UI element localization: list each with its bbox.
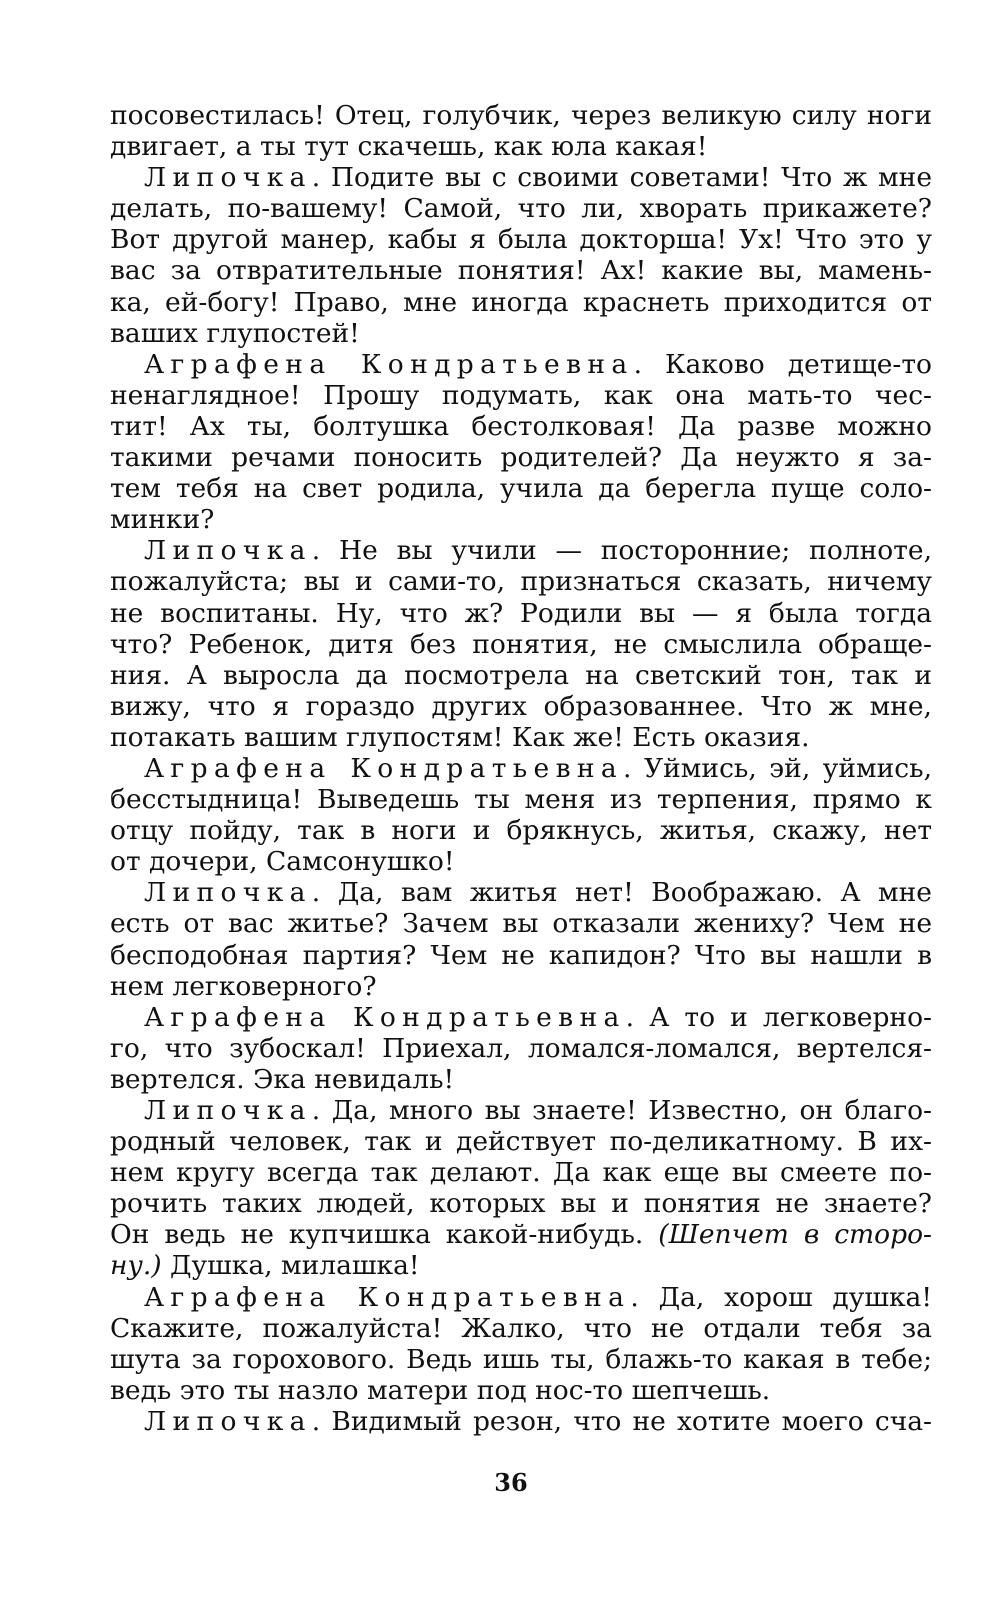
text-line xyxy=(110,1375,932,1406)
line-text: шута за горохового. Ведь ишь ты, блажь-то какая в тебе; xyxy=(110,1343,932,1375)
line-text: тит! Ах ты, болтушка бестолковая! Да разве можно xyxy=(110,410,932,442)
line-text: вас за отвратительные понятия! Ах! какие вы, мамень- xyxy=(110,255,932,287)
line-text: го, что зубоскал! Приехал, ломался-ломался, вертелся- xyxy=(110,1032,932,1064)
text-line xyxy=(110,442,932,473)
line-text: . Да, много вы знаете! Известно, он благо- xyxy=(311,1095,932,1126)
speech-line-start xyxy=(110,1282,932,1313)
text-line xyxy=(110,1250,932,1281)
speaker-name: Аграфена Кондратьевна xyxy=(144,1281,631,1313)
line-text: бесподобная партия? Чем не капидон? Что вы нашли в xyxy=(110,939,932,971)
line-text: вижу, что я гораздо других образованнее. Что ж мне, xyxy=(110,690,932,722)
line-text: двигает, а ты тут скачешь, как юла какая! xyxy=(110,131,708,163)
speaker-name: Липочка xyxy=(144,877,312,909)
text-line xyxy=(110,846,932,877)
line-text: . Каково детище-то xyxy=(633,348,932,380)
text-line xyxy=(110,971,932,1002)
line-text: минки? xyxy=(110,504,215,536)
line-text: вертелся. Эка невидаль! xyxy=(110,1063,455,1095)
line-text: . Подите вы с своими советами! Что ж мне xyxy=(311,162,932,194)
speech-line-start xyxy=(110,877,932,908)
line-text: ния. А выросла да посмотрела на светский тон, так и xyxy=(110,659,932,691)
text-line xyxy=(110,1188,932,1219)
text-line xyxy=(110,908,932,939)
speech-line-start xyxy=(110,1002,932,1033)
line-text: Душка, милашка! xyxy=(161,1250,420,1282)
line-text: . Уймись, эй, уймись, xyxy=(623,752,932,784)
line-text: от дочери, Самсонушко! xyxy=(110,846,455,878)
text-line xyxy=(110,131,932,162)
text-line xyxy=(110,629,932,660)
text-line xyxy=(110,1033,932,1064)
speaker-name: Аграфена Кондратьевна xyxy=(144,348,634,380)
line-text: делать, по-вашему! Самой, что ли, хворать прикажете? xyxy=(110,193,932,225)
line-text: нем кругу всегда так делают. Да как еще вы смеете по- xyxy=(110,1157,932,1189)
line-text: ведь это ты назло матери под нос-то шепчешь. xyxy=(110,1374,771,1406)
line-text: рочить таких людей, которых вы и понятия не знаете? xyxy=(110,1188,932,1220)
text-line xyxy=(110,473,932,504)
text-line xyxy=(110,784,932,815)
text-line xyxy=(110,1313,932,1344)
line-text: нем легковерного? xyxy=(110,970,377,1002)
document-body xyxy=(110,100,932,1437)
line-text: пожалуйста; вы и сами-то, признаться сказать, ничему xyxy=(110,566,932,598)
text-line xyxy=(110,287,932,318)
text-line xyxy=(110,1219,932,1250)
speaker-name: Липочка xyxy=(144,1405,312,1437)
line-text: . Да, вам житья нет! Воображаю. А мне xyxy=(311,877,932,909)
line-text: . Да, хорош душка! xyxy=(630,1281,932,1313)
text-line xyxy=(110,566,932,597)
line-text: посовестилась! Отец, голубчик, через великую силу ноги xyxy=(110,100,932,131)
speaker-name: Липочка xyxy=(144,535,312,567)
line-text: не воспитаны. Ну, что ж? Родили вы — я была тогда xyxy=(110,597,932,629)
text-line xyxy=(110,660,932,691)
stage-direction: (Шепчет в сторо- xyxy=(658,1219,932,1251)
text-line xyxy=(110,193,932,224)
line-text: Вот другой манер, кабы я была докторша! Ух! Что это у xyxy=(110,224,932,256)
text-line xyxy=(110,1157,932,1188)
text-line xyxy=(110,815,932,846)
line-text: . А то и легковерно- xyxy=(625,1001,932,1033)
line-text: что? Ребенок, дитя без понятия, не смыслила обраще- xyxy=(110,628,932,660)
line-text: ваших глупостей! xyxy=(110,317,360,349)
line-text: тем тебя на свет родила, учила да берегла пуще соло- xyxy=(110,473,932,505)
line-text: бесстыдница! Выведешь ты меня из терпения, прямо к xyxy=(110,784,932,816)
text-line xyxy=(110,940,932,971)
speaker-name: Аграфена Кондратьевна xyxy=(144,1001,626,1033)
page-number: 36 xyxy=(494,1468,528,1497)
text-line xyxy=(110,224,932,255)
line-text: . Не вы учили — посторонние; полноте, xyxy=(311,535,932,567)
text-line xyxy=(110,411,932,442)
line-text: есть от вас житье? Зачем вы отказали жениху? Чем не xyxy=(110,908,932,940)
speech-line-start xyxy=(110,349,932,380)
text-line xyxy=(110,598,932,629)
speaker-name: Липочка xyxy=(144,1095,312,1126)
speech-line-start xyxy=(110,1095,932,1126)
line-text: Скажите, пожалуйста! Жалко, что не отдали тебя за xyxy=(110,1312,932,1344)
speaker-name: Аграфена Кондратьевна xyxy=(144,752,624,784)
text-line xyxy=(110,255,932,286)
line-text: ка, ей-богу! Право, мне иногда краснеть приходится от xyxy=(110,286,932,318)
line-text: ненаглядное! Прошу подумать, как она мать-то чес- xyxy=(110,379,932,411)
line-text: такими речами поносить родителей? Да неужто я за- xyxy=(110,442,932,474)
stage-direction: ну.) xyxy=(110,1250,162,1282)
text-line xyxy=(110,1344,932,1375)
text-line xyxy=(110,100,932,131)
text-line xyxy=(110,722,932,753)
speech-line-start xyxy=(110,753,932,784)
text-line xyxy=(110,318,932,349)
speech-line-start xyxy=(110,535,932,566)
line-text: Он ведь не купчишка какой-нибудь. xyxy=(110,1219,659,1251)
line-text: отцу пойду, так в ноги и брякнусь, житья, скажу, нет xyxy=(110,815,932,847)
text-line xyxy=(110,1126,932,1157)
line-text: . Видимый резон, что не хотите моего сча- xyxy=(311,1405,932,1437)
speech-line-start xyxy=(110,1406,932,1437)
line-text: потакать вашим глупостям! Как же! Есть оказия. xyxy=(110,721,810,753)
line-text: родный человек, так и действует по-деликатному. В их- xyxy=(110,1126,932,1158)
text-line xyxy=(110,691,932,722)
text-line xyxy=(110,1064,932,1095)
speech-line-start xyxy=(110,162,932,193)
text-line xyxy=(110,380,932,411)
speaker-name: Липочка xyxy=(144,162,312,194)
text-line xyxy=(110,504,932,535)
